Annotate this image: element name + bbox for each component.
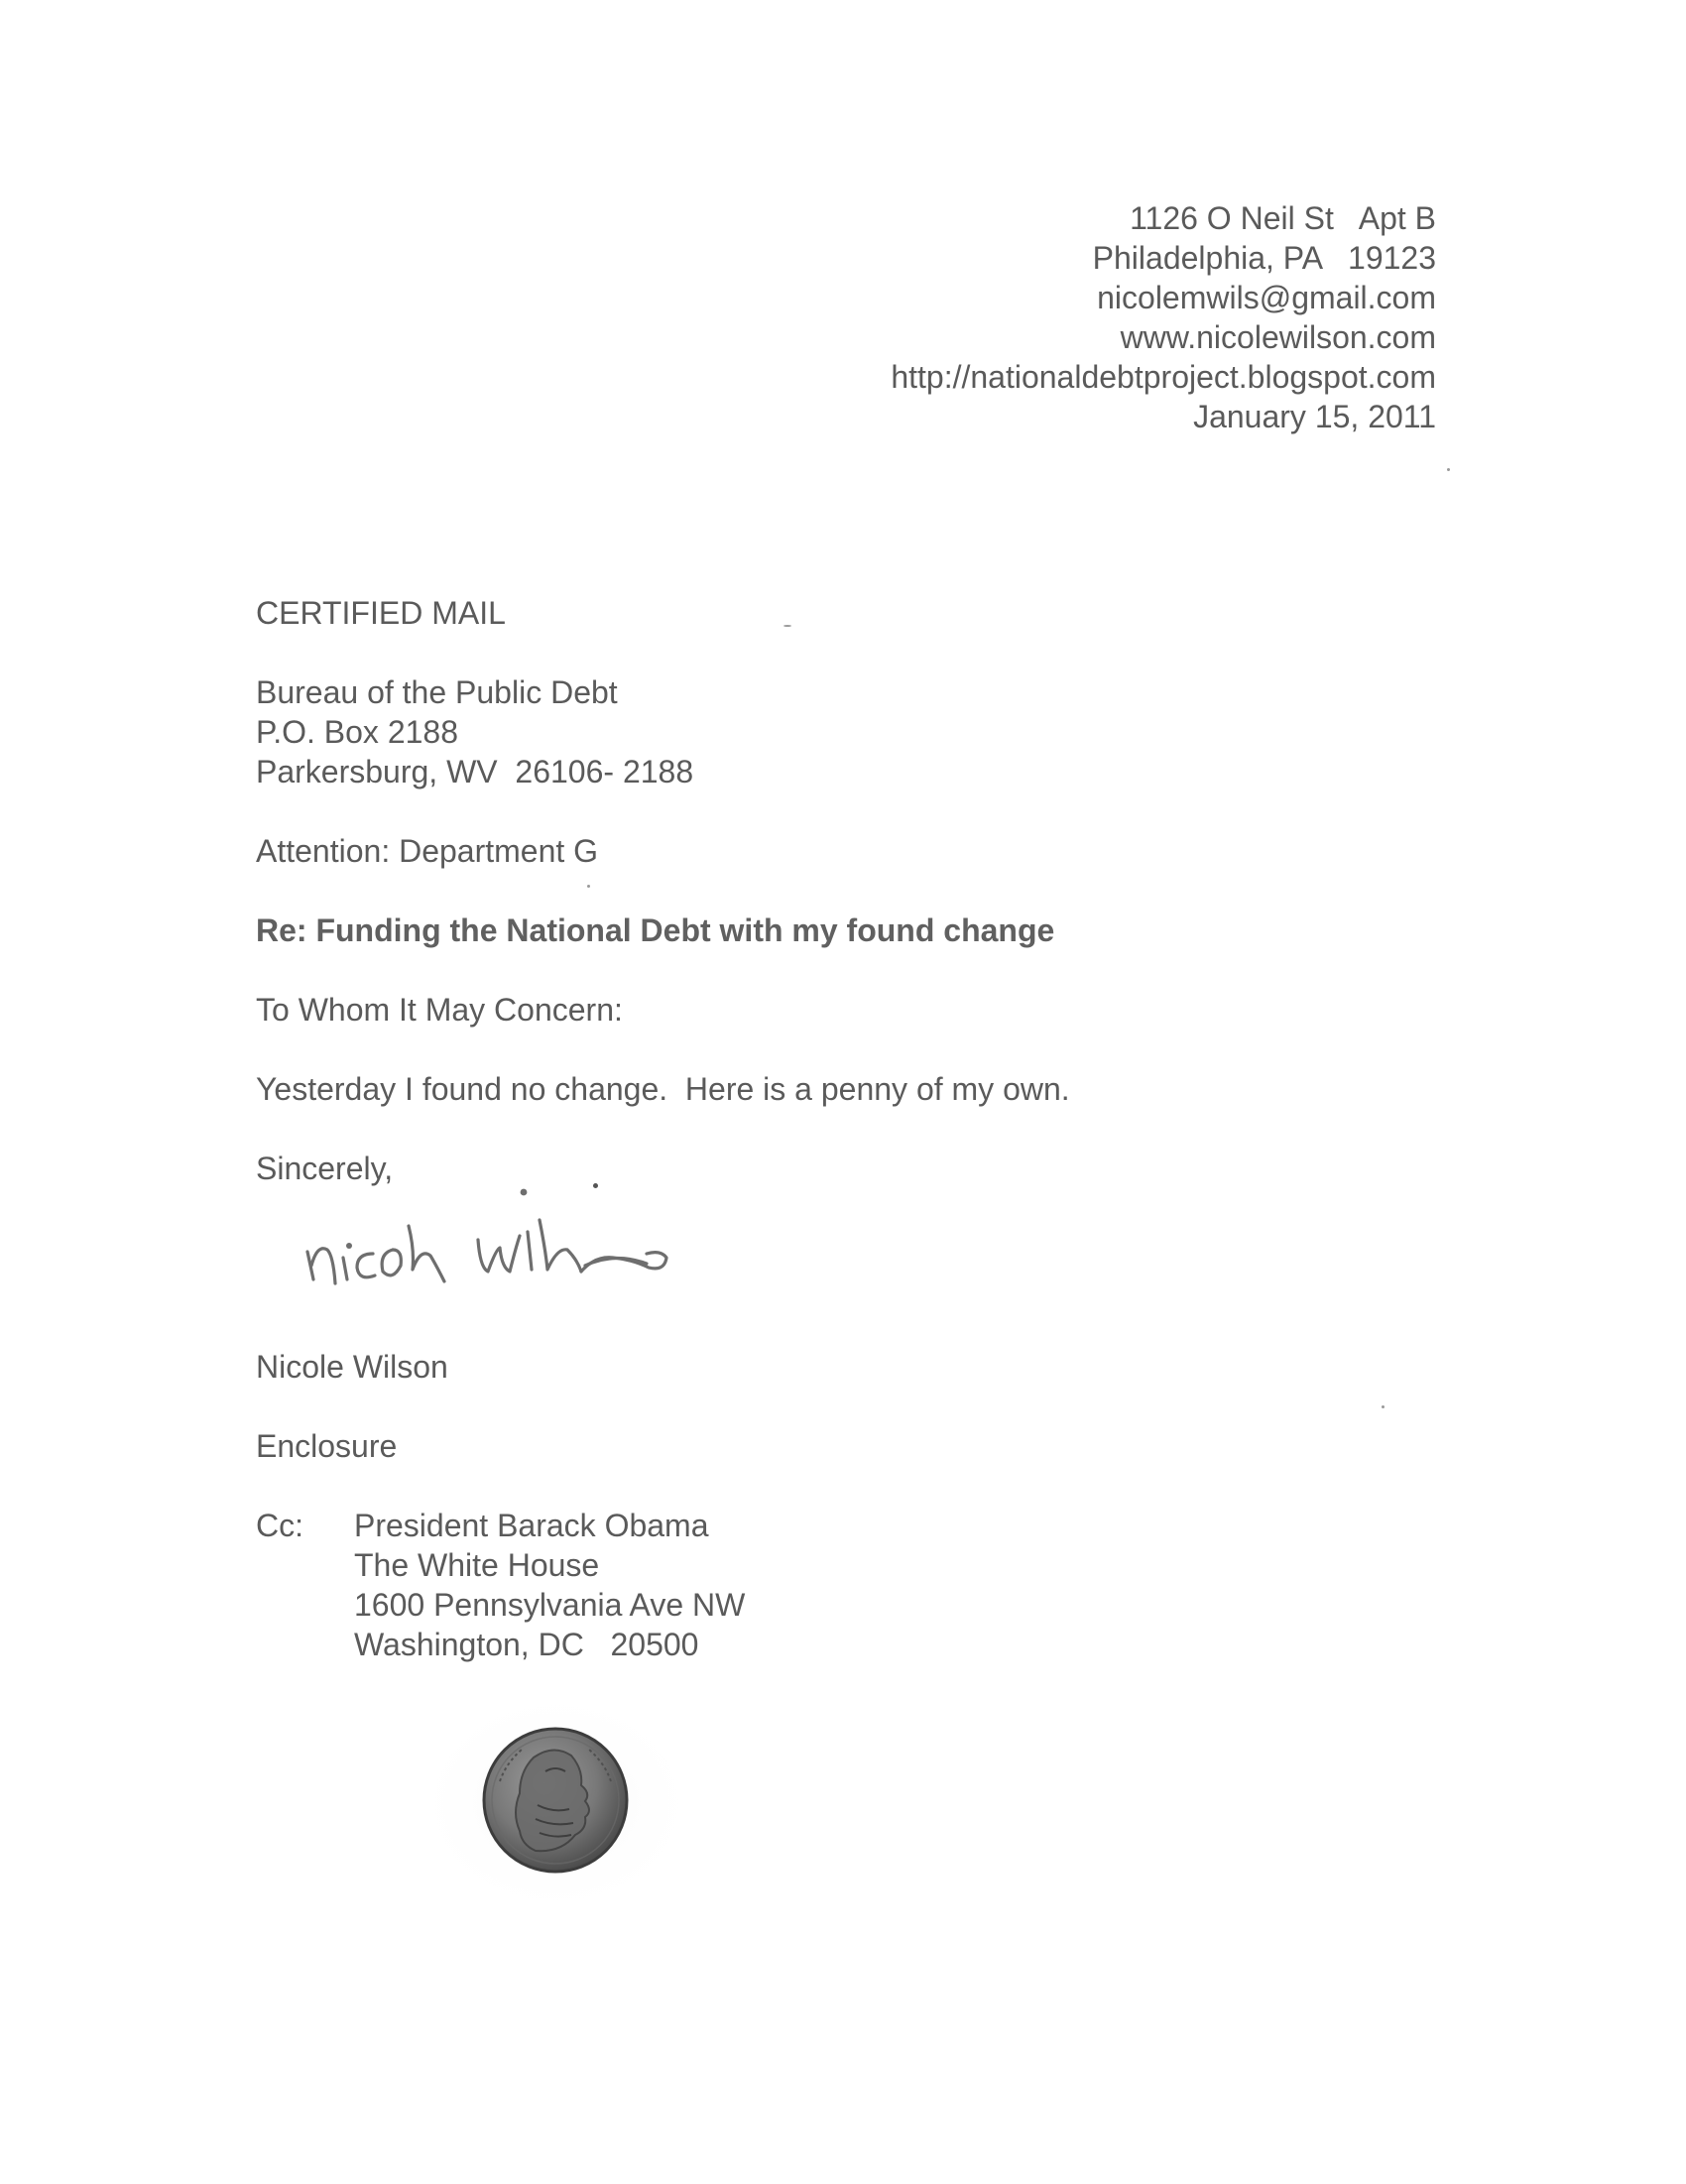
- salutation: To Whom It May Concern:: [256, 992, 623, 1028]
- cc-city-state-zip: Washington, DC 20500: [354, 1627, 699, 1662]
- sender-city-state-zip: Philadelphia, PA 19123: [1092, 240, 1436, 276]
- handwritten-signature: [298, 1180, 813, 1319]
- scan-speck: [593, 1183, 598, 1188]
- letter-date: January 15, 2011: [1193, 399, 1436, 434]
- cc-address-block: [354, 1506, 745, 1664]
- sender-blog: http://nationaldebtproject.blogspot.com: [891, 359, 1436, 395]
- sender-address-block: [891, 198, 1436, 436]
- subject-line: Re: Funding the National Debt with my found change: [256, 912, 1055, 948]
- scan-speck: [1382, 1405, 1385, 1408]
- signer-name: Nicole Wilson: [256, 1349, 448, 1385]
- recipient-po-box: P.O. Box 2188: [256, 714, 458, 750]
- sender-street: 1126 O Neil St Apt B: [1130, 200, 1436, 236]
- scan-speck: [1447, 468, 1450, 471]
- attention-line: Attention: Department G: [256, 833, 599, 869]
- scan-speck: [587, 885, 590, 888]
- letter-body: Yesterday I found no change. Here is a penny of my own.: [256, 1071, 1070, 1107]
- cc-street: 1600 Pennsylvania Ave NW: [354, 1587, 746, 1623]
- cc-name: President Barack Obama: [354, 1508, 709, 1543]
- cc-label: Cc:: [256, 1508, 303, 1543]
- cc-organization: The White House: [354, 1547, 600, 1583]
- recipient-address-block: [256, 672, 693, 791]
- recipient-name: Bureau of the Public Debt: [256, 674, 618, 710]
- enclosure-note: Enclosure: [256, 1428, 398, 1464]
- scan-speck: [783, 625, 791, 627]
- sender-email: nicolemwils@gmail.com: [1097, 280, 1436, 315]
- penny-coin: [426, 1686, 694, 1914]
- recipient-city-state-zip: Parkersburg, WV 26106- 2188: [256, 754, 694, 789]
- sender-website: www.nicolewilson.com: [1120, 319, 1436, 355]
- closing: Sincerely,: [256, 1151, 394, 1186]
- delivery-method: CERTIFIED MAIL: [256, 595, 506, 631]
